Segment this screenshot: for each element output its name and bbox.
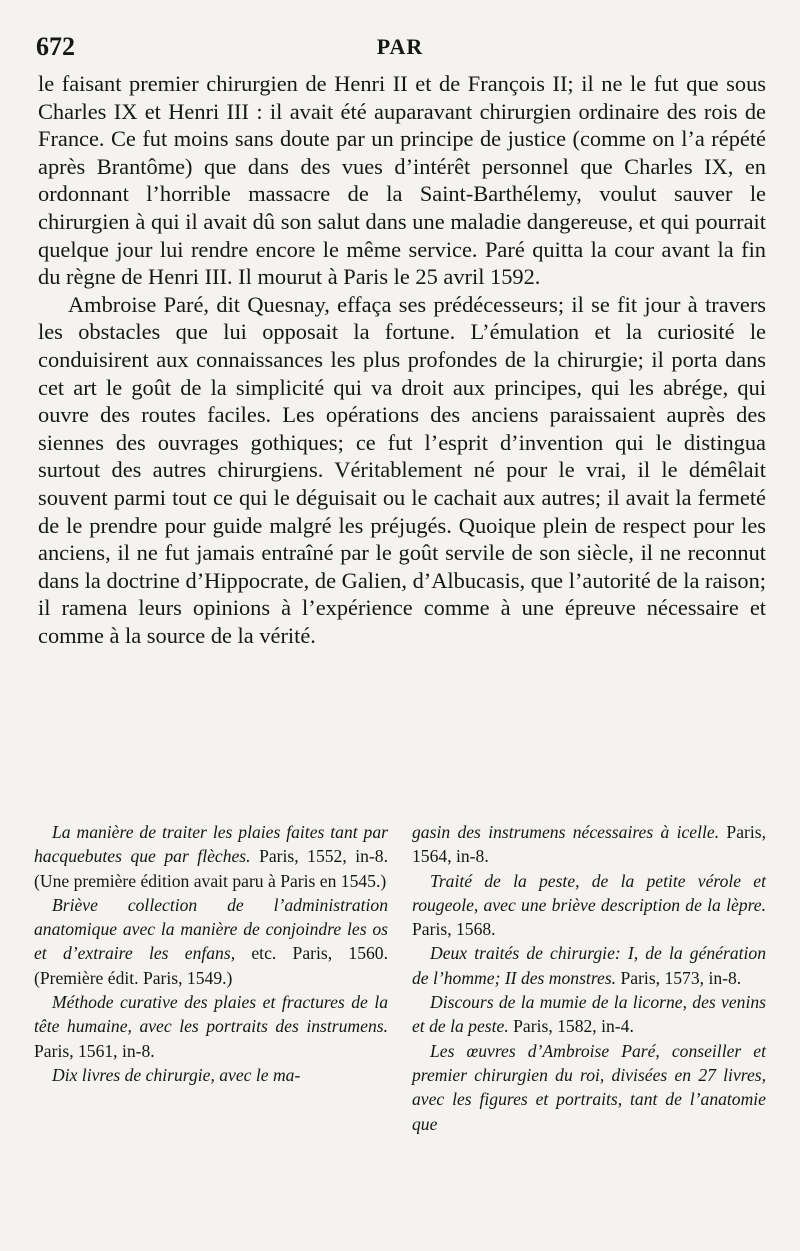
bibliography-entry (412, 820, 766, 869)
bibliography-entry (412, 1039, 766, 1136)
entry-title: Les œuvres d’Ambroise Paré, conseiller et premier chirurgien du roi, divisées en 27 livres, avec les figures et portraits, tant de l’anatomie que (412, 1040, 766, 1134)
entry-details: Paris, 1564, in-8. (412, 822, 767, 867)
paragraph-1: le faisant premier chirurgien de Henri II et de François II; il ne le fut que sous Charles IX et Henri III : il avait été auparavant chirurgien ordinaire des rois de France. Ce fut moins sans doute par un principe de justice (comme on l’a répété après Brantôme) que dans des vues d’intérêt personnel que Charles IX, en ordonnant l’horrible massacre de la Saint-Barthélemy, voulut sauver le chirurgien à qui il avait dû son salut dans une maladie dangereuse, et qui pourrait quelque jour lui rendre encore le même service. Paré quitta la cour avant la fin du règne de Henri III. Il mourut à Paris le 25 avril 1592. (38, 71, 766, 290)
notes-right-column (412, 820, 766, 1136)
entry-details: Paris, 1573, in-8. (616, 967, 742, 988)
bibliography-entry (412, 941, 766, 990)
entry-title: La manière de traiter les plaies faites tant par hacquebutes que par flèches. (34, 822, 388, 867)
main-text (38, 70, 766, 649)
entry-details: Paris, 1552, in-8. (Une première édition avait paru à Paris en 1545.) (34, 846, 388, 891)
entry-details: etc. Paris, 1560. (Première édit. Paris, 1549.) (34, 943, 388, 988)
bibliography-entry (34, 990, 388, 1063)
paragraph-2: Ambroise Paré, dit Quesnay, effaça ses prédécesseurs; il se fit jour à travers les obstacles que lui opposait la fortune. L’émulation et la curiosité le conduisirent aux connaissances les plus profondes de la chirurgie; il porta dans cet art le goût de la simplicité qui va droit aux principes, qui les abrége, qui ouvre des routes faciles. Les opérations des anciens paraissaient auprès des siennes des ouvrages gothiques; ce fut l’esprit d’invention qui le distingua surtout des autres chirurgiens. Véritablement né pour le vrai, il le démêlait souvent parmi tout ce qui le déguisait ou le cachait aux autres; il avait la fermeté de le prendre pour guide malgré les préjugés. Quoique plein de respect pour les anciens, il ne fut jamais entraîné par le goût servile de son siècle, il ne reconnut dans la doctrine d’Hippocrate, de Galien, d’Albucasis, que l’autorité de la raison; il ramena leurs opinions à l’expérience comme à une épreuve nécessaire et comme à la source de la vérité. (38, 291, 766, 648)
notes-left-column (34, 820, 388, 1136)
entry-title: gasin des instrumens nécessaires à icelle. (412, 822, 720, 842)
entry-title: Méthode curative des plaies et fractures de la tête humaine, avec les portraits des instrumens. (34, 992, 388, 1037)
entry-details: Paris, 1582, in-4. (508, 1016, 634, 1037)
entry-details: Paris, 1568. (412, 919, 496, 940)
bibliography-entry (412, 990, 766, 1039)
bibliography-entry (412, 869, 766, 942)
bibliography-entry (34, 893, 388, 990)
bibliography-entry (34, 820, 388, 893)
entry-title: Deux traités de chirurgie: I, de la génération de l’homme; II des monstres. (412, 943, 766, 988)
bibliography-entry (34, 1063, 388, 1087)
bibliography-notes (34, 820, 766, 1136)
entry-title: Briève collection de l’administration anatomique avec la manière de conjoindre les os et d’extraire les enfans, (34, 894, 388, 964)
page-header (36, 32, 764, 68)
entry-title: Discours de la mumie de la licorne, des venins et de la peste. (412, 992, 766, 1037)
entry-title: Dix livres de chirurgie, avec le ma- (52, 1064, 301, 1085)
running-head: PAR (376, 34, 424, 59)
page-number: 672 (36, 32, 75, 61)
entry-details: Paris, 1561, in-8. (34, 1040, 155, 1061)
entry-title: Traité de la peste, de la petite vérole et rougeole, avec une briève description de la lèpre. (412, 870, 766, 915)
